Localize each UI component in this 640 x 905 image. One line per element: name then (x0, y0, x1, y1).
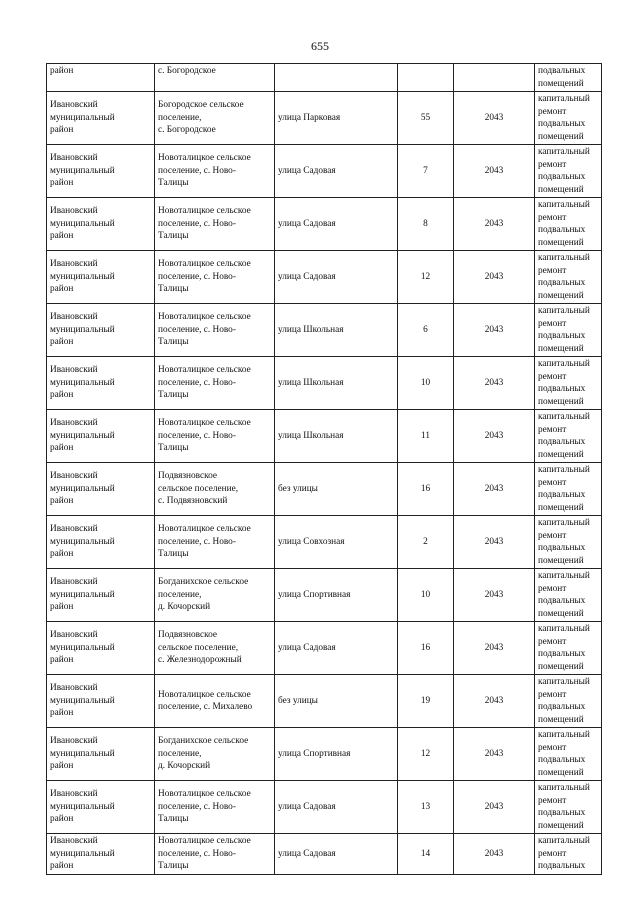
year-cell: 2043 (454, 145, 535, 198)
street-cell: улица Парковая (275, 92, 398, 145)
street-cell: улица Садовая (275, 834, 398, 875)
house-number-cell: 16 (398, 463, 454, 516)
district-cell: Ивановский муниципальный район (47, 728, 155, 781)
table-body (47, 64, 602, 875)
work-type-cell: капитальный ремонт подвальных помещений (535, 569, 602, 622)
settlement-cell: Новоталицкое сельское поселение, с. Ново- Талицы (155, 834, 275, 875)
house-number-cell: 19 (398, 675, 454, 728)
year-cell: 2043 (454, 834, 535, 875)
settlement-cell: с. Богородское (155, 64, 275, 92)
house-number-cell: 55 (398, 92, 454, 145)
settlement-cell: Новоталицкое сельское поселение, с. Ново- Талицы (155, 198, 275, 251)
table-row (47, 516, 602, 569)
year-cell: 2043 (454, 410, 535, 463)
district-cell: район (47, 64, 155, 92)
table-row (47, 64, 602, 92)
street-cell: улица Садовая (275, 781, 398, 834)
house-number-cell: 2 (398, 516, 454, 569)
house-number-cell: 7 (398, 145, 454, 198)
year-cell: 2043 (454, 516, 535, 569)
house-number-cell: 12 (398, 728, 454, 781)
district-cell: Ивановский муниципальный район (47, 834, 155, 875)
district-cell: Ивановский муниципальный район (47, 569, 155, 622)
district-cell: Ивановский муниципальный район (47, 198, 155, 251)
work-type-cell: капитальный ремонт подвальных помещений (535, 198, 602, 251)
settlement-cell: Новоталицкое сельское поселение, с. Ново- Талицы (155, 781, 275, 834)
house-number-cell: 16 (398, 622, 454, 675)
work-type-cell: капитальный ремонт подвальных помещений (535, 463, 602, 516)
table-row (47, 569, 602, 622)
table-row (47, 410, 602, 463)
year-cell: 2043 (454, 569, 535, 622)
street-cell: без улицы (275, 463, 398, 516)
settlement-cell: Новоталицкое сельское поселение, с. Ново- Талицы (155, 357, 275, 410)
settlement-cell: Богданихское сельское поселение, д. Кочорский (155, 569, 275, 622)
settlement-cell: Богданихское сельское поселение, д. Кочорский (155, 728, 275, 781)
table-row (47, 304, 602, 357)
settlement-cell: Новоталицкое сельское поселение, с. Ново- Талицы (155, 410, 275, 463)
street-cell (275, 64, 398, 92)
settlement-cell: Новоталицкое сельское поселение, с. Михалево (155, 675, 275, 728)
district-cell: Ивановский муниципальный район (47, 145, 155, 198)
house-number-cell: 12 (398, 251, 454, 304)
work-type-cell: капитальный ремонт подвальных помещений (535, 516, 602, 569)
table-row (47, 834, 602, 875)
table-row (47, 463, 602, 516)
work-type-cell: капитальный ремонт подвальных (535, 834, 602, 875)
table-row (47, 728, 602, 781)
year-cell: 2043 (454, 463, 535, 516)
street-cell: улица Школьная (275, 357, 398, 410)
district-cell: Ивановский муниципальный район (47, 463, 155, 516)
settlement-cell: Новоталицкое сельское поселение, с. Ново- Талицы (155, 516, 275, 569)
house-number-cell: 13 (398, 781, 454, 834)
table-row (47, 198, 602, 251)
district-cell: Ивановский муниципальный район (47, 251, 155, 304)
district-cell: Ивановский муниципальный район (47, 92, 155, 145)
street-cell: улица Спортивная (275, 569, 398, 622)
work-type-cell: капитальный ремонт подвальных помещений (535, 622, 602, 675)
table-row (47, 92, 602, 145)
district-cell: Ивановский муниципальный район (47, 622, 155, 675)
house-number-cell: 11 (398, 410, 454, 463)
house-number-cell (398, 64, 454, 92)
street-cell: улица Садовая (275, 198, 398, 251)
table-row (47, 622, 602, 675)
street-cell: улица Совхозная (275, 516, 398, 569)
settlement-cell: Новоталицкое сельское поселение, с. Ново- Талицы (155, 304, 275, 357)
work-type-cell: капитальный ремонт подвальных помещений (535, 145, 602, 198)
table-row (47, 145, 602, 198)
work-type-cell: капитальный ремонт подвальных помещений (535, 781, 602, 834)
street-cell: улица Садовая (275, 145, 398, 198)
year-cell: 2043 (454, 357, 535, 410)
settlement-cell: Богородское сельское поселение, с. Богородское (155, 92, 275, 145)
year-cell: 2043 (454, 251, 535, 304)
district-cell: Ивановский муниципальный район (47, 781, 155, 834)
district-cell: Ивановский муниципальный район (47, 516, 155, 569)
year-cell: 2043 (454, 92, 535, 145)
year-cell (454, 64, 535, 92)
work-type-cell: капитальный ремонт подвальных помещений (535, 728, 602, 781)
work-type-cell: подвальных помещений (535, 64, 602, 92)
work-type-cell: капитальный ремонт подвальных помещений (535, 251, 602, 304)
house-number-cell: 10 (398, 357, 454, 410)
work-type-cell: капитальный ремонт подвальных помещений (535, 675, 602, 728)
house-number-cell: 14 (398, 834, 454, 875)
district-cell: Ивановский муниципальный район (47, 357, 155, 410)
district-cell: Ивановский муниципальный район (47, 304, 155, 357)
house-number-cell: 10 (398, 569, 454, 622)
street-cell: без улицы (275, 675, 398, 728)
settlement-cell: Подвязновское сельское поселение, с. Подвязновский (155, 463, 275, 516)
year-cell: 2043 (454, 198, 535, 251)
year-cell: 2043 (454, 675, 535, 728)
housing-repair-table (46, 63, 602, 875)
street-cell: улица Садовая (275, 251, 398, 304)
year-cell: 2043 (454, 622, 535, 675)
work-type-cell: капитальный ремонт подвальных помещений (535, 92, 602, 145)
house-number-cell: 6 (398, 304, 454, 357)
work-type-cell: капитальный ремонт подвальных помещений (535, 357, 602, 410)
year-cell: 2043 (454, 781, 535, 834)
table-row (47, 781, 602, 834)
street-cell: улица Спортивная (275, 728, 398, 781)
table-row (47, 251, 602, 304)
table-row (47, 357, 602, 410)
year-cell: 2043 (454, 728, 535, 781)
work-type-cell: капитальный ремонт подвальных помещений (535, 410, 602, 463)
year-cell: 2043 (454, 304, 535, 357)
street-cell: улица Школьная (275, 304, 398, 357)
street-cell: улица Садовая (275, 622, 398, 675)
district-cell: Ивановский муниципальный район (47, 675, 155, 728)
page-number: 655 (311, 39, 329, 53)
house-number-cell: 8 (398, 198, 454, 251)
settlement-cell: Новоталицкое сельское поселение, с. Ново- Талицы (155, 251, 275, 304)
work-type-cell: капитальный ремонт подвальных помещений (535, 304, 602, 357)
settlement-cell: Подвязновское сельское поселение, с. Железнодорожный (155, 622, 275, 675)
street-cell: улица Школьная (275, 410, 398, 463)
district-cell: Ивановский муниципальный район (47, 410, 155, 463)
settlement-cell: Новоталицкое сельское поселение, с. Ново- Талицы (155, 145, 275, 198)
table-row (47, 675, 602, 728)
